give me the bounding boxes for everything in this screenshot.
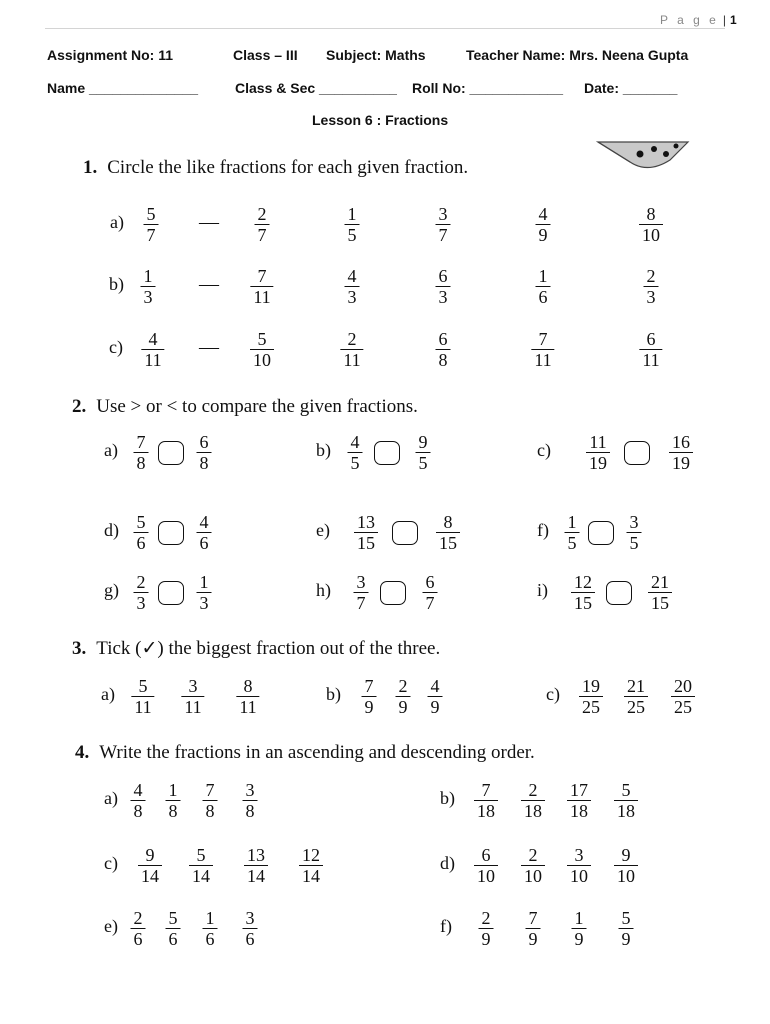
denominator: 10 — [253, 350, 271, 371]
q3-item-label: b) — [326, 684, 341, 704]
denominator: 9 — [574, 929, 584, 950]
numerator: 4 — [430, 676, 440, 696]
page-label: P a g e — [660, 13, 719, 27]
option-fraction — [345, 204, 360, 245]
q4-heading — [75, 742, 535, 764]
denominator: 19 — [672, 453, 690, 474]
numerator: 2 — [347, 329, 357, 349]
numerator: 2 — [133, 908, 143, 928]
denominator: 10 — [524, 866, 542, 887]
left-fraction — [134, 572, 149, 613]
option-fraction — [255, 204, 270, 245]
numerator: 3 — [438, 204, 448, 224]
order-fraction — [166, 780, 181, 821]
denominator: 9 — [398, 697, 408, 718]
numerator: 5 — [138, 676, 148, 696]
numerator: 1 — [567, 512, 577, 532]
denominator: 10 — [570, 866, 588, 887]
dice-illustration — [596, 140, 690, 174]
option-fraction — [250, 266, 273, 307]
denominator: 5 — [629, 533, 639, 554]
numerator: 6 — [438, 329, 448, 349]
q2-item-label: d) — [104, 520, 119, 540]
denominator: 6 — [205, 929, 215, 950]
q2-item-label: h) — [316, 580, 331, 600]
q2-item-label: e) — [316, 520, 330, 540]
numerator: 21 — [651, 572, 669, 592]
q4-item-label: f) — [440, 916, 452, 936]
q2-item-label: c) — [537, 440, 551, 460]
numerator: 6 — [481, 845, 491, 865]
numerator: 13 — [247, 845, 265, 865]
q2-title: Use > or < to compare the given fractions. — [96, 396, 418, 417]
order-fraction — [521, 780, 545, 821]
dash-separator: — — [199, 336, 219, 358]
denominator: 8 — [205, 801, 215, 822]
numerator: 7 — [364, 676, 374, 696]
q2-item-label: f) — [537, 520, 549, 540]
numerator: 3 — [245, 780, 255, 800]
numerator: 8 — [646, 204, 656, 224]
numerator: 3 — [245, 908, 255, 928]
q3-item-label: c) — [546, 684, 560, 704]
denominator: 19 — [589, 453, 607, 474]
denominator: 15 — [357, 533, 375, 554]
option-fraction — [639, 204, 663, 245]
numerator: 5 — [621, 908, 631, 928]
numerator: 2 — [646, 266, 656, 286]
numerator: 5 — [168, 908, 178, 928]
numerator: 4 — [148, 329, 158, 349]
q4-item-label: b) — [440, 788, 455, 808]
q4-item-label: e) — [104, 916, 118, 936]
denominator: 9 — [621, 929, 631, 950]
denominator: 5 — [347, 225, 357, 246]
numerator: 1 — [347, 204, 357, 224]
denominator: 3 — [143, 287, 153, 308]
denominator: 9 — [481, 929, 491, 950]
denominator: 25 — [627, 697, 645, 718]
left-fraction — [354, 512, 378, 553]
numerator: 6 — [199, 432, 209, 452]
option-fraction — [436, 266, 451, 307]
numerator: 4 — [347, 266, 357, 286]
numerator: 1 — [205, 908, 215, 928]
denominator: 25 — [582, 697, 600, 718]
numerator: 5 — [621, 780, 631, 800]
numerator: 16 — [672, 432, 690, 452]
numerator: 5 — [146, 204, 156, 224]
numerator: 5 — [196, 845, 206, 865]
numerator: 1 — [538, 266, 548, 286]
denominator: 8 — [133, 801, 143, 822]
order-fraction — [189, 845, 213, 886]
numerator: 19 — [582, 676, 600, 696]
denominator: 11 — [642, 350, 660, 371]
order-fraction — [474, 780, 498, 821]
name-field: Name ______________ — [47, 80, 199, 96]
denominator: 9 — [364, 697, 374, 718]
numerator: 9 — [418, 432, 428, 452]
order-fraction — [572, 908, 587, 949]
left-fraction — [571, 572, 595, 613]
date-field: Date: _______ — [584, 80, 678, 96]
numerator: 3 — [188, 676, 198, 696]
denominator: 11 — [134, 697, 152, 718]
teacher-name: Teacher Name: Mrs. Neena Gupta — [466, 47, 689, 63]
denominator: 8 — [438, 350, 448, 371]
compare-answer-box[interactable] — [392, 521, 418, 545]
denominator: 3 — [199, 593, 209, 614]
order-fraction — [474, 845, 498, 886]
option-fraction — [340, 329, 363, 370]
dash-separator: — — [199, 273, 219, 295]
q1-heading — [83, 157, 468, 179]
denominator: 15 — [651, 593, 669, 614]
denominator: 6 — [538, 287, 548, 308]
numerator: 2 — [481, 908, 491, 928]
right-fraction — [648, 572, 672, 613]
order-fraction — [203, 780, 218, 821]
denominator: 7 — [146, 225, 156, 246]
numerator: 20 — [674, 676, 692, 696]
denominator: 11 — [144, 350, 162, 371]
option-fraction — [345, 266, 360, 307]
right-fraction — [197, 572, 212, 613]
q4-item-label: c) — [104, 853, 118, 873]
numerator: 17 — [570, 780, 588, 800]
order-fraction — [526, 908, 541, 949]
given-fraction — [141, 266, 156, 307]
numerator: 2 — [257, 204, 267, 224]
numerator: 9 — [145, 845, 155, 865]
numerator: 1 — [168, 780, 178, 800]
right-fraction — [416, 432, 431, 473]
numerator: 2 — [398, 676, 408, 696]
order-fraction — [614, 780, 638, 821]
q3-item-label: a) — [101, 684, 115, 704]
denominator: 5 — [350, 453, 360, 474]
page-number: 1 — [729, 13, 737, 27]
q1-title: Circle the like fractions for each given fraction. — [107, 157, 469, 178]
denominator: 6 — [133, 929, 143, 950]
class-sec-field: Class & Sec __________ — [235, 80, 397, 96]
numerator: 5 — [136, 512, 146, 532]
compare-answer-box[interactable] — [588, 521, 614, 545]
compare-answer-box[interactable] — [158, 521, 184, 545]
order-fraction — [131, 908, 146, 949]
numerator: 1 — [143, 266, 153, 286]
denominator: 11 — [184, 697, 202, 718]
order-fraction — [244, 845, 268, 886]
order-fraction — [567, 780, 591, 821]
denominator: 18 — [524, 801, 542, 822]
denominator: 14 — [141, 866, 159, 887]
numerator: 7 — [136, 432, 146, 452]
denominator: 8 — [199, 453, 209, 474]
denominator: 5 — [418, 453, 428, 474]
denominator: 8 — [245, 801, 255, 822]
header-rule — [45, 28, 725, 29]
q4-title: Write the fractions in an ascending and descending order. — [99, 742, 535, 763]
denominator: 7 — [356, 593, 366, 614]
numerator: 7 — [538, 329, 548, 349]
denominator: 6 — [136, 533, 146, 554]
numerator: 2 — [528, 780, 538, 800]
numerator: 12 — [574, 572, 592, 592]
right-fraction — [627, 512, 642, 553]
numerator: 7 — [528, 908, 538, 928]
denominator: 11 — [343, 350, 361, 371]
left-fraction — [354, 572, 369, 613]
left-fraction — [134, 432, 149, 473]
numerator: 7 — [205, 780, 215, 800]
q4-item-label: d) — [440, 853, 455, 873]
numerator: 5 — [257, 329, 267, 349]
denominator: 14 — [247, 866, 265, 887]
option-fraction — [639, 329, 662, 370]
order-fraction — [138, 845, 162, 886]
numerator: 13 — [357, 512, 375, 532]
left-fraction — [134, 512, 149, 553]
order-fraction — [614, 845, 638, 886]
dash-separator: — — [199, 211, 219, 233]
denominator: 9 — [538, 225, 548, 246]
denominator: 18 — [617, 801, 635, 822]
page-number-label — [660, 11, 737, 29]
denominator: 15 — [574, 593, 592, 614]
denominator: 6 — [245, 929, 255, 950]
option-fraction — [436, 204, 451, 245]
tick-option-fraction — [671, 676, 695, 717]
denominator: 3 — [136, 593, 146, 614]
q2-item-label: g) — [104, 580, 119, 600]
left-fraction — [586, 432, 610, 473]
tick-option-fraction — [396, 676, 411, 717]
numerator: 11 — [589, 432, 607, 452]
lesson-title: Lesson 6 : Fractions — [312, 112, 449, 128]
roll-no-field: Roll No: ____________ — [412, 80, 563, 96]
denominator: 14 — [192, 866, 210, 887]
numerator: 4 — [133, 780, 143, 800]
numerator: 7 — [481, 780, 491, 800]
tick-option-fraction — [181, 676, 204, 717]
numerator: 3 — [629, 512, 639, 532]
right-fraction — [197, 432, 212, 473]
order-fraction — [299, 845, 323, 886]
denominator: 7 — [438, 225, 448, 246]
tick-option-fraction — [131, 676, 154, 717]
order-fraction — [131, 780, 146, 821]
denominator: 10 — [642, 225, 660, 246]
q4-item-label: a) — [104, 788, 118, 808]
denominator: 15 — [439, 533, 457, 554]
compare-answer-box[interactable] — [158, 441, 184, 465]
compare-answer-box[interactable] — [624, 441, 650, 465]
q3-number: 3. — [72, 638, 87, 659]
numerator: 8 — [243, 676, 253, 696]
q2-heading — [72, 396, 418, 418]
denominator: 3 — [438, 287, 448, 308]
left-fraction — [565, 512, 580, 553]
denominator: 6 — [199, 533, 209, 554]
numerator: 4 — [199, 512, 209, 532]
order-fraction — [567, 845, 591, 886]
denominator: 7 — [257, 225, 267, 246]
q4-number: 4. — [75, 742, 90, 763]
given-fraction — [141, 329, 164, 370]
q2-item-label: i) — [537, 580, 548, 600]
tick-option-fraction — [236, 676, 259, 717]
option-fraction — [531, 329, 554, 370]
denominator: 3 — [347, 287, 357, 308]
page-separator: | — [722, 13, 726, 27]
numerator: 6 — [425, 572, 435, 592]
denominator: 5 — [567, 533, 577, 554]
denominator: 8 — [168, 801, 178, 822]
compare-answer-box[interactable] — [158, 581, 184, 605]
subject-label: Subject: Maths — [326, 47, 426, 63]
numerator: 9 — [621, 845, 631, 865]
q2-number: 2. — [72, 396, 87, 417]
denominator: 9 — [430, 697, 440, 718]
denominator: 9 — [528, 929, 538, 950]
tick-option-fraction — [428, 676, 443, 717]
numerator: 8 — [443, 512, 453, 532]
denominator: 10 — [477, 866, 495, 887]
q3-title: Tick (✓) the biggest fraction out of the three. — [96, 638, 441, 659]
q1-number: 1. — [83, 157, 98, 178]
q1-row-label: c) — [109, 337, 123, 357]
denominator: 11 — [239, 697, 257, 718]
denominator: 25 — [674, 697, 692, 718]
denominator: 11 — [253, 287, 271, 308]
numerator: 1 — [574, 908, 584, 928]
option-fraction — [536, 204, 551, 245]
denominator: 6 — [168, 929, 178, 950]
right-fraction — [197, 512, 212, 553]
denominator: 8 — [136, 453, 146, 474]
numerator: 21 — [627, 676, 645, 696]
order-fraction — [243, 908, 258, 949]
denominator: 7 — [425, 593, 435, 614]
q3-heading — [72, 637, 440, 660]
denominator: 11 — [534, 350, 552, 371]
numerator: 4 — [350, 432, 360, 452]
numerator: 6 — [438, 266, 448, 286]
denominator: 10 — [617, 866, 635, 887]
q1-row-label: a) — [110, 212, 124, 232]
order-fraction — [166, 908, 181, 949]
tick-option-fraction — [624, 676, 648, 717]
order-fraction — [479, 908, 494, 949]
tick-option-fraction — [362, 676, 377, 717]
denominator: 14 — [302, 866, 320, 887]
q1-row-label: b) — [109, 274, 124, 294]
order-fraction — [203, 908, 218, 949]
assignment-number: Assignment No: 11 — [47, 47, 174, 63]
numerator: 1 — [199, 572, 209, 592]
right-fraction — [669, 432, 693, 473]
option-fraction — [436, 329, 451, 370]
right-fraction — [423, 572, 438, 613]
option-fraction — [644, 266, 659, 307]
compare-answer-box[interactable] — [380, 581, 406, 605]
q2-item-label: b) — [316, 440, 331, 460]
numerator: 12 — [302, 845, 320, 865]
numerator: 2 — [136, 572, 146, 592]
compare-answer-box[interactable] — [374, 441, 400, 465]
numerator: 6 — [646, 329, 656, 349]
right-fraction — [436, 512, 460, 553]
numerator: 2 — [528, 845, 538, 865]
denominator: 3 — [646, 287, 656, 308]
order-fraction — [521, 845, 545, 886]
numerator: 4 — [538, 204, 548, 224]
order-fraction — [619, 908, 634, 949]
q2-item-label: a) — [104, 440, 118, 460]
given-fraction — [144, 204, 159, 245]
left-fraction — [348, 432, 363, 473]
order-fraction — [243, 780, 258, 821]
numerator: 3 — [574, 845, 584, 865]
class-label: Class – III — [233, 47, 298, 63]
option-fraction — [536, 266, 551, 307]
compare-answer-box[interactable] — [606, 581, 632, 605]
denominator: 18 — [477, 801, 495, 822]
numerator: 3 — [356, 572, 366, 592]
option-fraction — [250, 329, 274, 370]
denominator: 18 — [570, 801, 588, 822]
tick-option-fraction — [579, 676, 603, 717]
numerator: 7 — [257, 266, 267, 286]
